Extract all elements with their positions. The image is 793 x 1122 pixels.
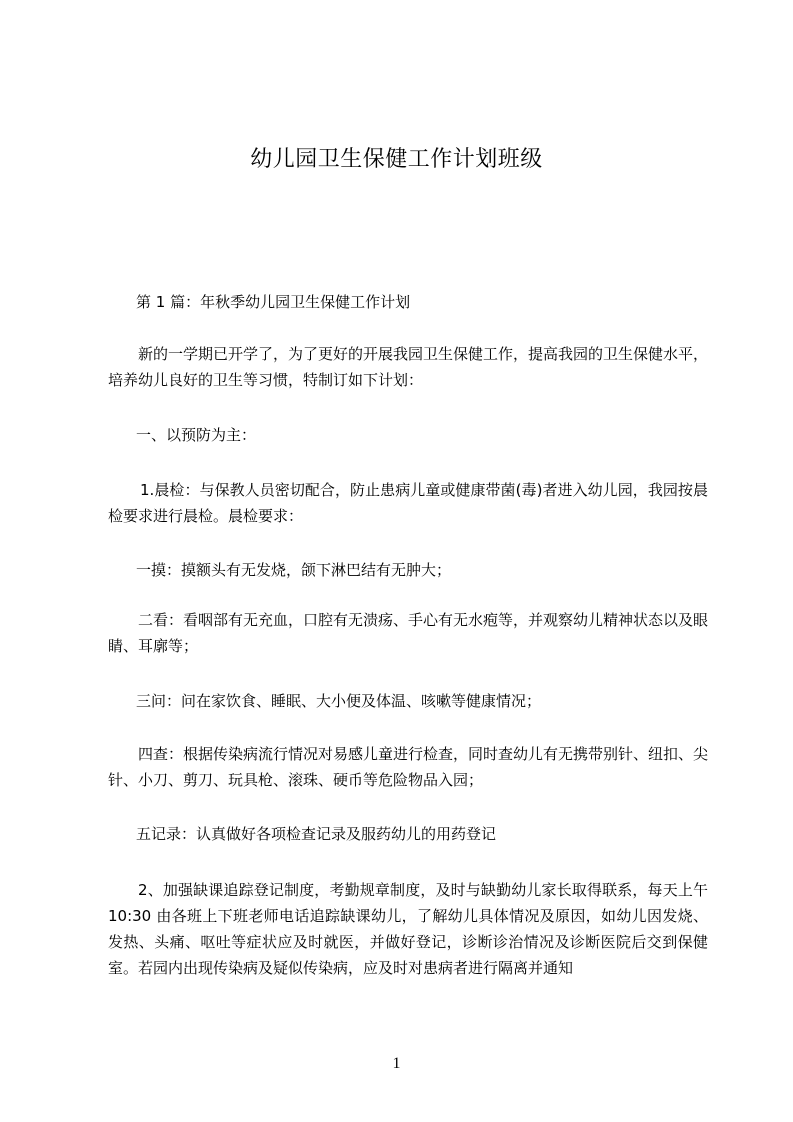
paragraph-look: 二看：看咽部有无充血，口腔有无溃疡、手心有无水疱等，并观察幼儿精神状态以及眼睛、耳廓等；: [108, 611, 709, 655]
paragraph-ask: 三问：问在家饮食、睡眠、大小便及体温、咳嗽等健康情况；: [136, 692, 542, 710]
paragraph-absence-tracking: 2、加强缺课追踪登记制度，考勤规章制度，及时与缺勤幼儿家长取得联系，每天上午 10:30 由各班上下班老师电话追踪缺课幼儿，了解幼儿具体情况及原因，如幼儿因发烧、发热、头痛、呕吐等症状应及时就医，并做好登记，诊断诊治情况及诊断医院后交到保健室。若园内出现传染病及疑似传染病，应及时对患病者进行隔离并通知: [108, 881, 708, 977]
paragraph-morning-check: 1.晨检：与保教人员密切配合，防止患病儿童或健康带菌(毒)者进入幼儿园，我园按晨检要求进行晨检。晨检要求：: [108, 481, 708, 525]
page-number: 1: [392, 1055, 401, 1072]
paragraph-inspect: 四查：根据传染病流行情况对易感儿童进行检查，同时查幼儿有无携带别针、纽扣、尖针、小刀、剪刀、玩具枪、滚珠、硬币等危险物品入园；: [108, 745, 709, 789]
paragraph-touch: 一摸：摸额头有无发烧，颌下淋巴结有无肿大；: [136, 561, 452, 579]
intro-paragraph: 新的一学期已开学了，为了更好的开展我园卫生保健工作，提高我园的卫生保健水平，培养幼儿良好的卫生等习惯，特制订如下计划：: [108, 345, 709, 389]
document-title: 幼儿园卫生保健工作计划班级: [250, 147, 543, 172]
heading-prevention: 一、以预防为主：: [136, 426, 257, 444]
section-heading: 第 1 篇：年秋季幼儿园卫生保健工作计划: [136, 293, 411, 311]
paragraph-record: 五记录：认真做好各项检查记录及服药幼儿的用药登记: [136, 825, 497, 843]
